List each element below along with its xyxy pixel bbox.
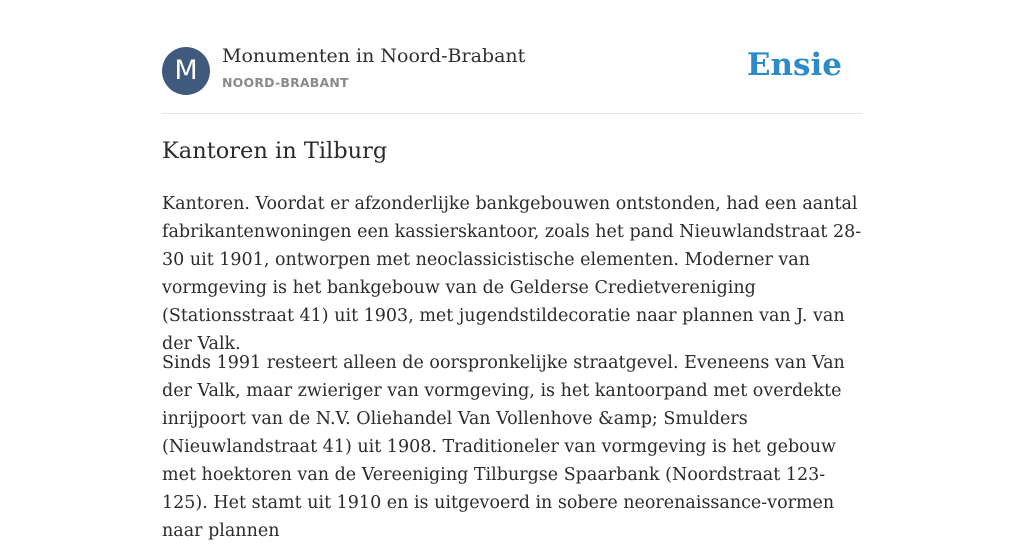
category-subtitle[interactable]: NOORD-BRABANT	[222, 75, 349, 90]
header	[162, 0, 862, 114]
article-paragraph-1: Kantoren. Voordat er afzonderlijke bankgebouwen ontstonden, had een aantal fabrikantenwoningen een kassierskantoor, zoals het pand Nieuwlandstraat 28-30 uit 1901, ontworpen met neoclassicistische elementen. Moderner van vormgeving is het bankgebouw van de Gelderse Credietvereniging (Stationsstraat 41) uit 1903, met jugendstildecoratie naar plannen van J. van der Valk.	[162, 194, 862, 354]
article-paragraph-2: Sinds 1991 resteert alleen de oorspronkelijke straatgevel. Eveneens van Van der Valk, maar zwieriger van vormgeving, is het kantoorpand met overdekte inrijpoort van de N.V. Oliehandel Van Vollenhove &amp; Smulders (Nieuwlandstraat 41) uit 1908. Traditioneler van vormgeving is het gebouw met hoektoren van de Vereeniging Tilburgse Spaarbank (Noordstraat 123-125). Het stamt uit 1910 en is uitgevoerd in sobere neorenaissance-vormen naar plannen	[162, 353, 845, 541]
avatar[interactable]: M	[162, 47, 210, 95]
category-title[interactable]: Monumenten in Noord-Brabant	[222, 45, 526, 67]
article-title: Kantoren in Tilburg	[162, 138, 388, 164]
ensie-logo[interactable]: Ensie	[746, 47, 842, 83]
page-container	[162, 0, 862, 541]
